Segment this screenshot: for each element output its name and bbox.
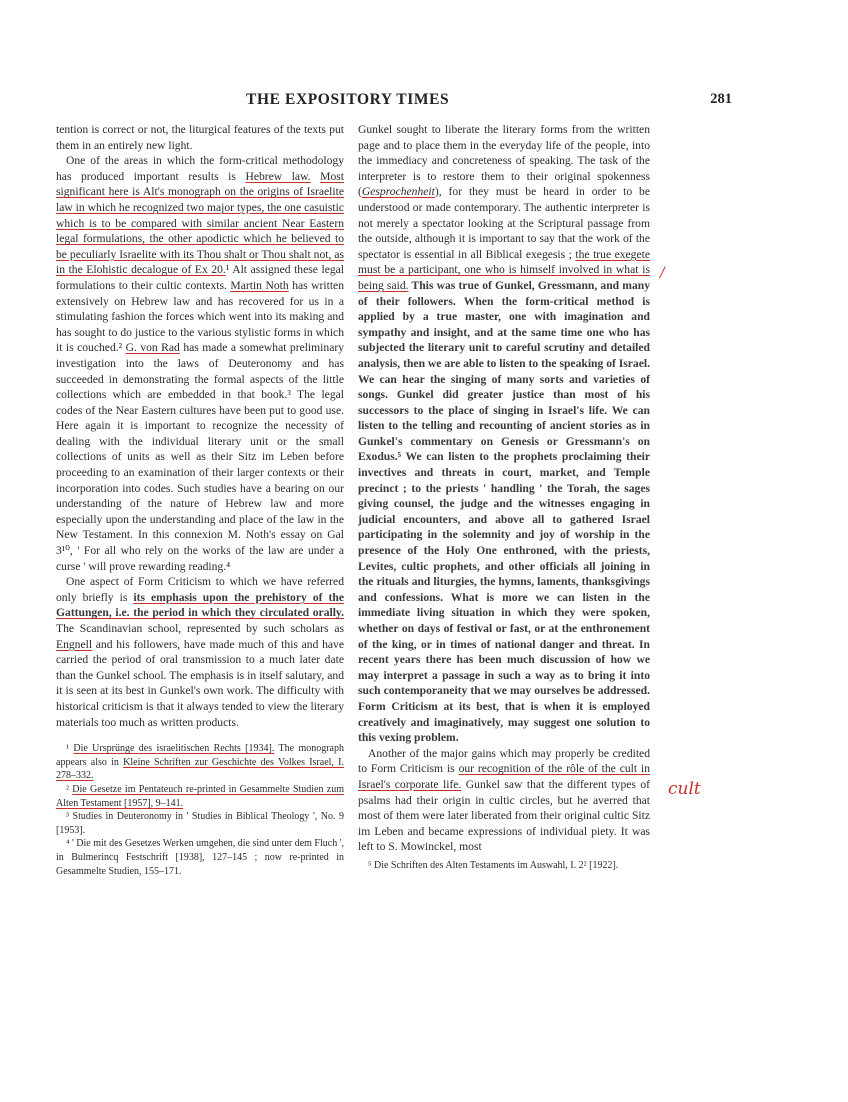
paragraph-oral-tradition <box>56 574 344 730</box>
page-number: 281 <box>710 91 732 107</box>
paragraph-hebrew-law <box>56 153 344 574</box>
text-run <box>311 170 321 183</box>
footnote-4: ⁴ ' Die mit des Gesetzes Werken umgehen, die sind unter dem Fluch ', in Bulmerincq Festschrift [1938], 127–145 ; now re-printed in Gesammelte Studien, 155–171. <box>56 838 344 877</box>
text-run: ), for they must be heard in order to be understood or made contemporary. The authentic interpreter is not merely a spectator looking at the Scriptural passage from the outside, although it is important to say that the work of the spectator is essential in all Biblical exegesis ; <box>358 185 650 261</box>
text-run: ¹ Alt assigned these legal formulations to their cultic contexts. <box>56 263 344 292</box>
paragraph-cult <box>358 746 650 855</box>
right-column <box>358 122 650 872</box>
text-run: ² <box>66 783 73 795</box>
left-column <box>56 122 344 878</box>
running-head <box>56 91 756 111</box>
journal-title: THE EXPOSITORY TIMES <box>246 91 450 108</box>
footnote-5: ⁵ Die Schriften des Alten Testaments im Auswahl, I. 2² [1922]. <box>368 859 619 871</box>
red-underline: Hebrew law. <box>245 169 311 183</box>
text-run: Gunkel saw that the different types of psalms had their origin in cultic circles, but he averred that most of them were later liberated from their original cultic Sitz im Leben and became expressions of individual piety. It was left to S. Mowinckel, most <box>358 777 650 854</box>
paragraph: tention is correct or not, the liturgical features of the texts put them in an entirely new light. <box>56 123 344 152</box>
red-underline: the true exegete must be a participant, one who is himself involved in what is being said. <box>358 247 650 292</box>
footnotes <box>56 742 344 878</box>
margin-tick-annotation: / <box>660 265 665 281</box>
text-run: Another of the major gains which may properly be credited to Form Criticism is <box>358 746 650 776</box>
text-run: ¹ <box>66 743 74 755</box>
text-run: and his followers, have made much of this and have carried the period of oral transmission to a much later date than the Gunkel school. The emphasis is in itself salutary, and it is seen at its best in Gunkel's own work. The difficulty with historical criticism is that it always tended to view the literary materials too much as written products. <box>56 637 344 729</box>
red-underline: Martin Noth <box>230 278 289 292</box>
text-run: The monograph appears also in <box>56 743 344 768</box>
red-underline: Kleine Schriften zur Geschichte des Volkes Israel, I. 278–332. <box>56 756 344 782</box>
footnote-1 <box>56 742 344 783</box>
red-underline: Most significant here is Alt's monograph on the origins of Israelite law in which he recognized two major types, the one casuistic which is to be compared with similar ancient Near Eastern legal formulations, the other apodictic which he believed to be peculiarly Israelite with its Thou shalt or Thou shalt not, as in the Elohistic decalogue of Ex 20. <box>56 169 344 277</box>
red-underline: G. von Rad <box>125 341 180 355</box>
red-underline: Engnell <box>56 637 93 651</box>
red-underline: Gesprochenheit <box>361 185 435 199</box>
margin-cult-annotation: cult <box>668 779 701 799</box>
text-run: has made a somewhat preliminary investigation into the laws of Deuteronomy and has succeeded in demonstrating the formal aspects of the little collections which are embedded in that book.³ The legal codes of the Near Eastern cultures have been put to good use. Here again it is important to recognize the necessity of dealing with the individual literary unit or the small collections of units as well as their Sitz im Leben before proceeding to an examination of their larger contexts or their incorporation into codes. Such studies have a bearing on our understanding of the nature of Hebrew law and more especially upon the understanding and place of the law in the New Testament. In this connexion M. Noth's essay on Gal 3¹⁰, ' For all who rely on the works of the law are under a curse ' will prove rewarding reading.⁴ <box>56 341 344 573</box>
red-underline: Die Gesetze im Pentateuch re-printed in Gesammelte Studien zum Alten Testament [1957], 9–141. <box>56 783 344 809</box>
footnote-2 <box>56 783 344 810</box>
paragraph-gunkel <box>358 122 650 746</box>
footnotes <box>358 859 650 872</box>
red-underline: Die Ursprünge des israelitischen Rechts [1934]. <box>73 743 275 755</box>
text-run: has written extensively on Hebrew law and has recovered for us in a stimulating fashion the forces which went into its making and has sought to do justice to the various stylistic forms in which it is couched.² <box>56 278 345 355</box>
text-run: One aspect of Form Criticism to which we have referred only briefly is <box>56 575 344 604</box>
red-underline: its emphasis upon the prehistory of the Gattungen, i.e. the period in which they circulated orally. <box>56 590 344 620</box>
text-run: One of the areas in which the form-critical methodology has produced important results is <box>56 154 344 183</box>
text-run: The Scandinavian school, represented by such scholars as <box>56 622 344 635</box>
footnote-3: ³ Studies in Deuteronomy in ' Studies in Biblical Theology ', No. 9 [1953]. <box>56 811 344 836</box>
text-run: This was true of Gunkel, Gressmann, and many of their followers. When the form-critical method is applied by a true master, one with imagination and sympathy and insight, and at the same time one who has subjected the literary unit to careful scrutiny and detailed analysis, then we are able to listen to the speaking of Israel. We can hear the singing of many sorts and varieties of songs. Gunkel did greater justice than most of his successors to the place of singing in Israel's life. We can listen to the telling and recounting of ancient stories as in Gunkel's commentary on Genesis or Gressmann's on Exodus.⁵ We can listen to the prophets proclaiming their invectives and threats in court, market, and Temple precinct ; to the priests ' handling ' the Torah, the sages giving counsel, the judge and the witnesses engaging in judicial encounters, and above all to gathered Israel participating in the solemnity and joy of worship in the presence of the Holy One enthroned, with the priests, Levites, cultic prophets, and other officials all joining in the rituals and liturgies, the hymns, laments, thanksgivings and confessions. What is more we can listen in the immediate living situation in which they were spoken, whether on days of festival or fast, or at the enthronement of the king, or in times of national danger and threat. In recent years there has been much discussion of how we may interpret a passage in such a way as to bring it into such contemporaneity that we may ourselves be addressed. Form Criticism at its best, that is when it is employed creatively and imaginatively, may suggest one solution to this vexing problem. <box>358 278 650 745</box>
text-run: Gunkel sought to liberate the literary forms from the written page and to place them in the everyday life of the people, into the immediacy and concreteness of speaking. The task of the interpreter is to restore them to their original spokenness ( <box>358 123 650 199</box>
red-underline: our recognition of the rôle of the cult in Israel's corporate life. <box>358 762 650 791</box>
